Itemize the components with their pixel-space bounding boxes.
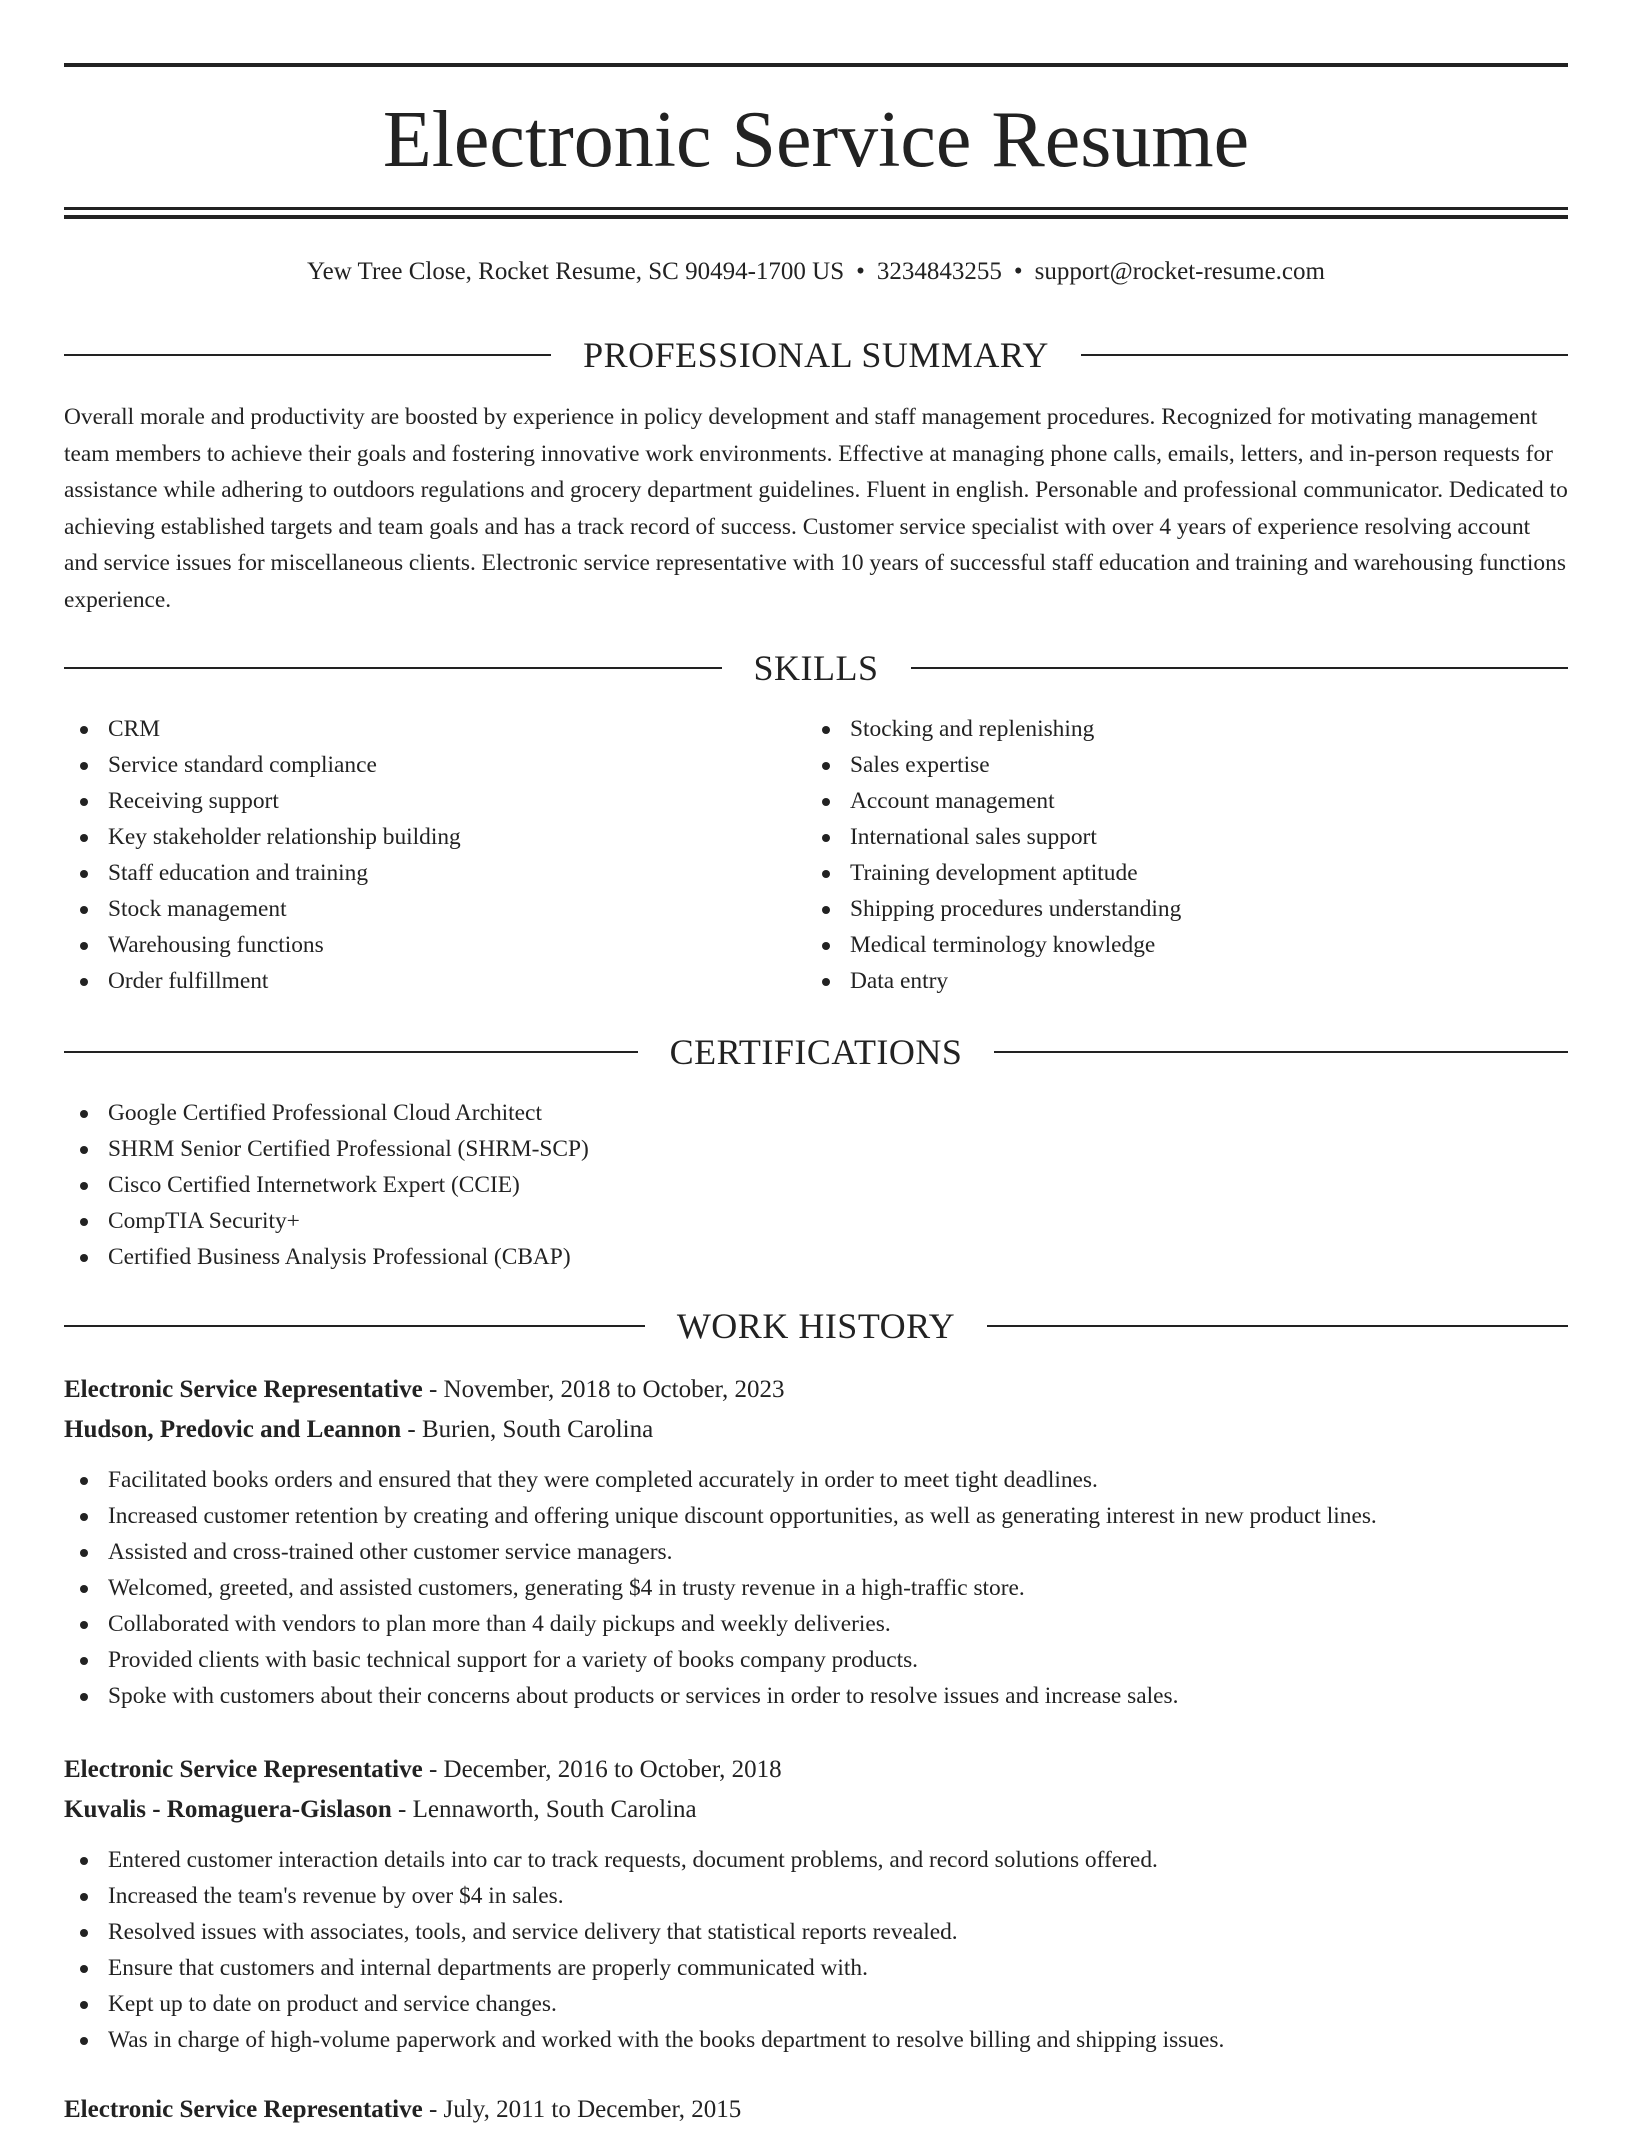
job-company: Kuvalis - Romaguera-Gislason [64, 1796, 392, 1823]
list-item: SHRM Senior Certified Professional (SHRM-SCP) [64, 1131, 589, 1167]
contact-address: Yew Tree Close, Rocket Resume, SC 90494-1700 US [307, 258, 845, 285]
list-item: Resolved issues with associates, tools, and service delivery that statistical reports revealed. [64, 1914, 1568, 1950]
header-top-rule [64, 63, 1568, 67]
contact-line [64, 255, 1568, 289]
job-location: - Lennaworth, South Carolina [391, 1796, 697, 1823]
contact-separator: • [1013, 258, 1023, 285]
list-item: Facilitated books orders and ensured that they were completed accurately in order to meet tight deadlines. [64, 1462, 1568, 1498]
list-item: Stocking and replenishing [806, 711, 1546, 747]
list-item: Welcomed, greeted, and assisted customers, generating $4 in trusty revenue in a high-traffic store. [64, 1570, 1568, 1606]
job-bullets [64, 1842, 1568, 2058]
list-item: Spoke with customers about their concerns about products or services in order to resolve issues and increase sales. [64, 1678, 1568, 1714]
list-item: Medical terminology knowledge [806, 927, 1546, 963]
section-title: SKILLS [753, 648, 879, 688]
list-item: Provided clients with basic technical support for a variety of books company products. [64, 1642, 1568, 1678]
job-title-line [64, 1370, 1568, 1410]
section-rule-left [64, 1051, 638, 1053]
list-item: Google Certified Professional Cloud Architect [64, 1095, 589, 1131]
list-item: Was in charge of high-volume paperwork and worked with the books department to resolve billing and shipping issues. [64, 2022, 1568, 2058]
contact-email: support@rocket-resume.com [1034, 258, 1325, 285]
list-item: Order fulfillment [64, 963, 804, 999]
job-location: - Burien, South Carolina [401, 1416, 654, 1443]
job-role: Electronic Service Representative [64, 1376, 423, 1403]
list-item: Key stakeholder relationship building [64, 819, 804, 855]
list-item: Receiving support [64, 783, 804, 819]
job-bullets [64, 1462, 1568, 1714]
section-rule-left [64, 354, 551, 356]
list-item: Increased customer retention by creating and offering unique discount opportunities, as well as generating interest in new product lines. [64, 1498, 1568, 1534]
list-item: Increased the team's revenue by over $4 in sales. [64, 1878, 1568, 1914]
list-item: International sales support [806, 819, 1546, 855]
list-item: Training development aptitude [806, 855, 1546, 891]
job-entry [64, 2090, 1568, 2130]
job-entry [64, 1370, 1568, 1714]
list-item: Entered customer interaction details into car to track requests, document problems, and record solutions offered. [64, 1842, 1568, 1878]
job-title-line [64, 2090, 1568, 2130]
summary-text: Overall morale and productivity are boosted by experience in policy development and staff management procedures. Recognized for motivating management team members to achieve their goals and fostering innovative work environments. Effective at managing phone calls, emails, letters, and in-person requests for assistance while adhering to outdoors regulations and grocery department guidelines. Fluent in english. Personable and professional communicator. Dedicated to achieving established targets and team goals and has a track record of success. Customer service specialist with over 4 years of experience resolving account and service issues for miscellaneous clients. Electronic service representative with 10 years of successful staff education and training and warehousing functions experience. [64, 404, 1568, 613]
job-entry [64, 1750, 1568, 2058]
list-item: Certified Business Analysis Professional (CBAP) [64, 1239, 589, 1275]
contact-phone: 3234843255 [876, 258, 1002, 285]
list-item: Stock management [64, 891, 804, 927]
job-title-line [64, 1750, 1568, 1790]
job-role: Electronic Service Representative [64, 2096, 423, 2123]
section-rule-right [987, 1325, 1568, 1327]
skills-list-right [806, 711, 1546, 999]
contact-separator: • [856, 258, 865, 285]
list-item: Assisted and cross-trained other customer service managers. [64, 1534, 1568, 1570]
list-item: Cisco Certified Internetwork Expert (CCIE) [64, 1167, 589, 1203]
job-role: Electronic Service Representative [64, 1756, 423, 1783]
job-dates: - December, 2016 to October, 2018 [422, 1756, 782, 1783]
section-title: WORK HISTORY [676, 1306, 956, 1346]
resume-title: Electronic Service Resume [382, 96, 1250, 184]
job-company-line [64, 1410, 1568, 1450]
section-header-work-history [64, 1304, 1568, 1348]
list-item: CompTIA Security+ [64, 1203, 589, 1239]
list-item: Kept up to date on product and service changes. [64, 1986, 1568, 2022]
list-item: Data entry [806, 963, 1546, 999]
section-header-summary [64, 333, 1568, 377]
section-rule-right [1081, 354, 1568, 356]
job-dates: - July, 2011 to December, 2015 [422, 2096, 742, 2123]
section-rule-right [994, 1051, 1568, 1053]
list-item: Service standard compliance [64, 747, 804, 783]
skills-list-left [64, 711, 804, 999]
section-header-skills [64, 646, 1568, 690]
header-double-rule [64, 207, 1568, 219]
list-item: Sales expertise [806, 747, 1546, 783]
list-item: Account management [806, 783, 1546, 819]
list-item: Warehousing functions [64, 927, 804, 963]
job-company-line [64, 1790, 1568, 1830]
section-title: CERTIFICATIONS [669, 1032, 963, 1072]
section-rule-left [64, 1325, 645, 1327]
list-item: Shipping procedures understanding [806, 891, 1546, 927]
job-dates: - November, 2018 to October, 2023 [422, 1376, 785, 1403]
certifications-list [64, 1095, 589, 1275]
section-title: PROFESSIONAL SUMMARY [583, 335, 1049, 375]
list-item: Staff education and training [64, 855, 804, 891]
section-rule-left [64, 667, 722, 669]
section-header-certifications [64, 1030, 1568, 1074]
list-item: Ensure that customers and internal departments are properly communicated with. [64, 1950, 1568, 1986]
list-item: Collaborated with vendors to plan more than 4 daily pickups and weekly deliveries. [64, 1606, 1568, 1642]
job-company: Hudson, Predovic and Leannon [64, 1416, 402, 1443]
list-item: CRM [64, 711, 804, 747]
section-rule-right [911, 667, 1569, 669]
